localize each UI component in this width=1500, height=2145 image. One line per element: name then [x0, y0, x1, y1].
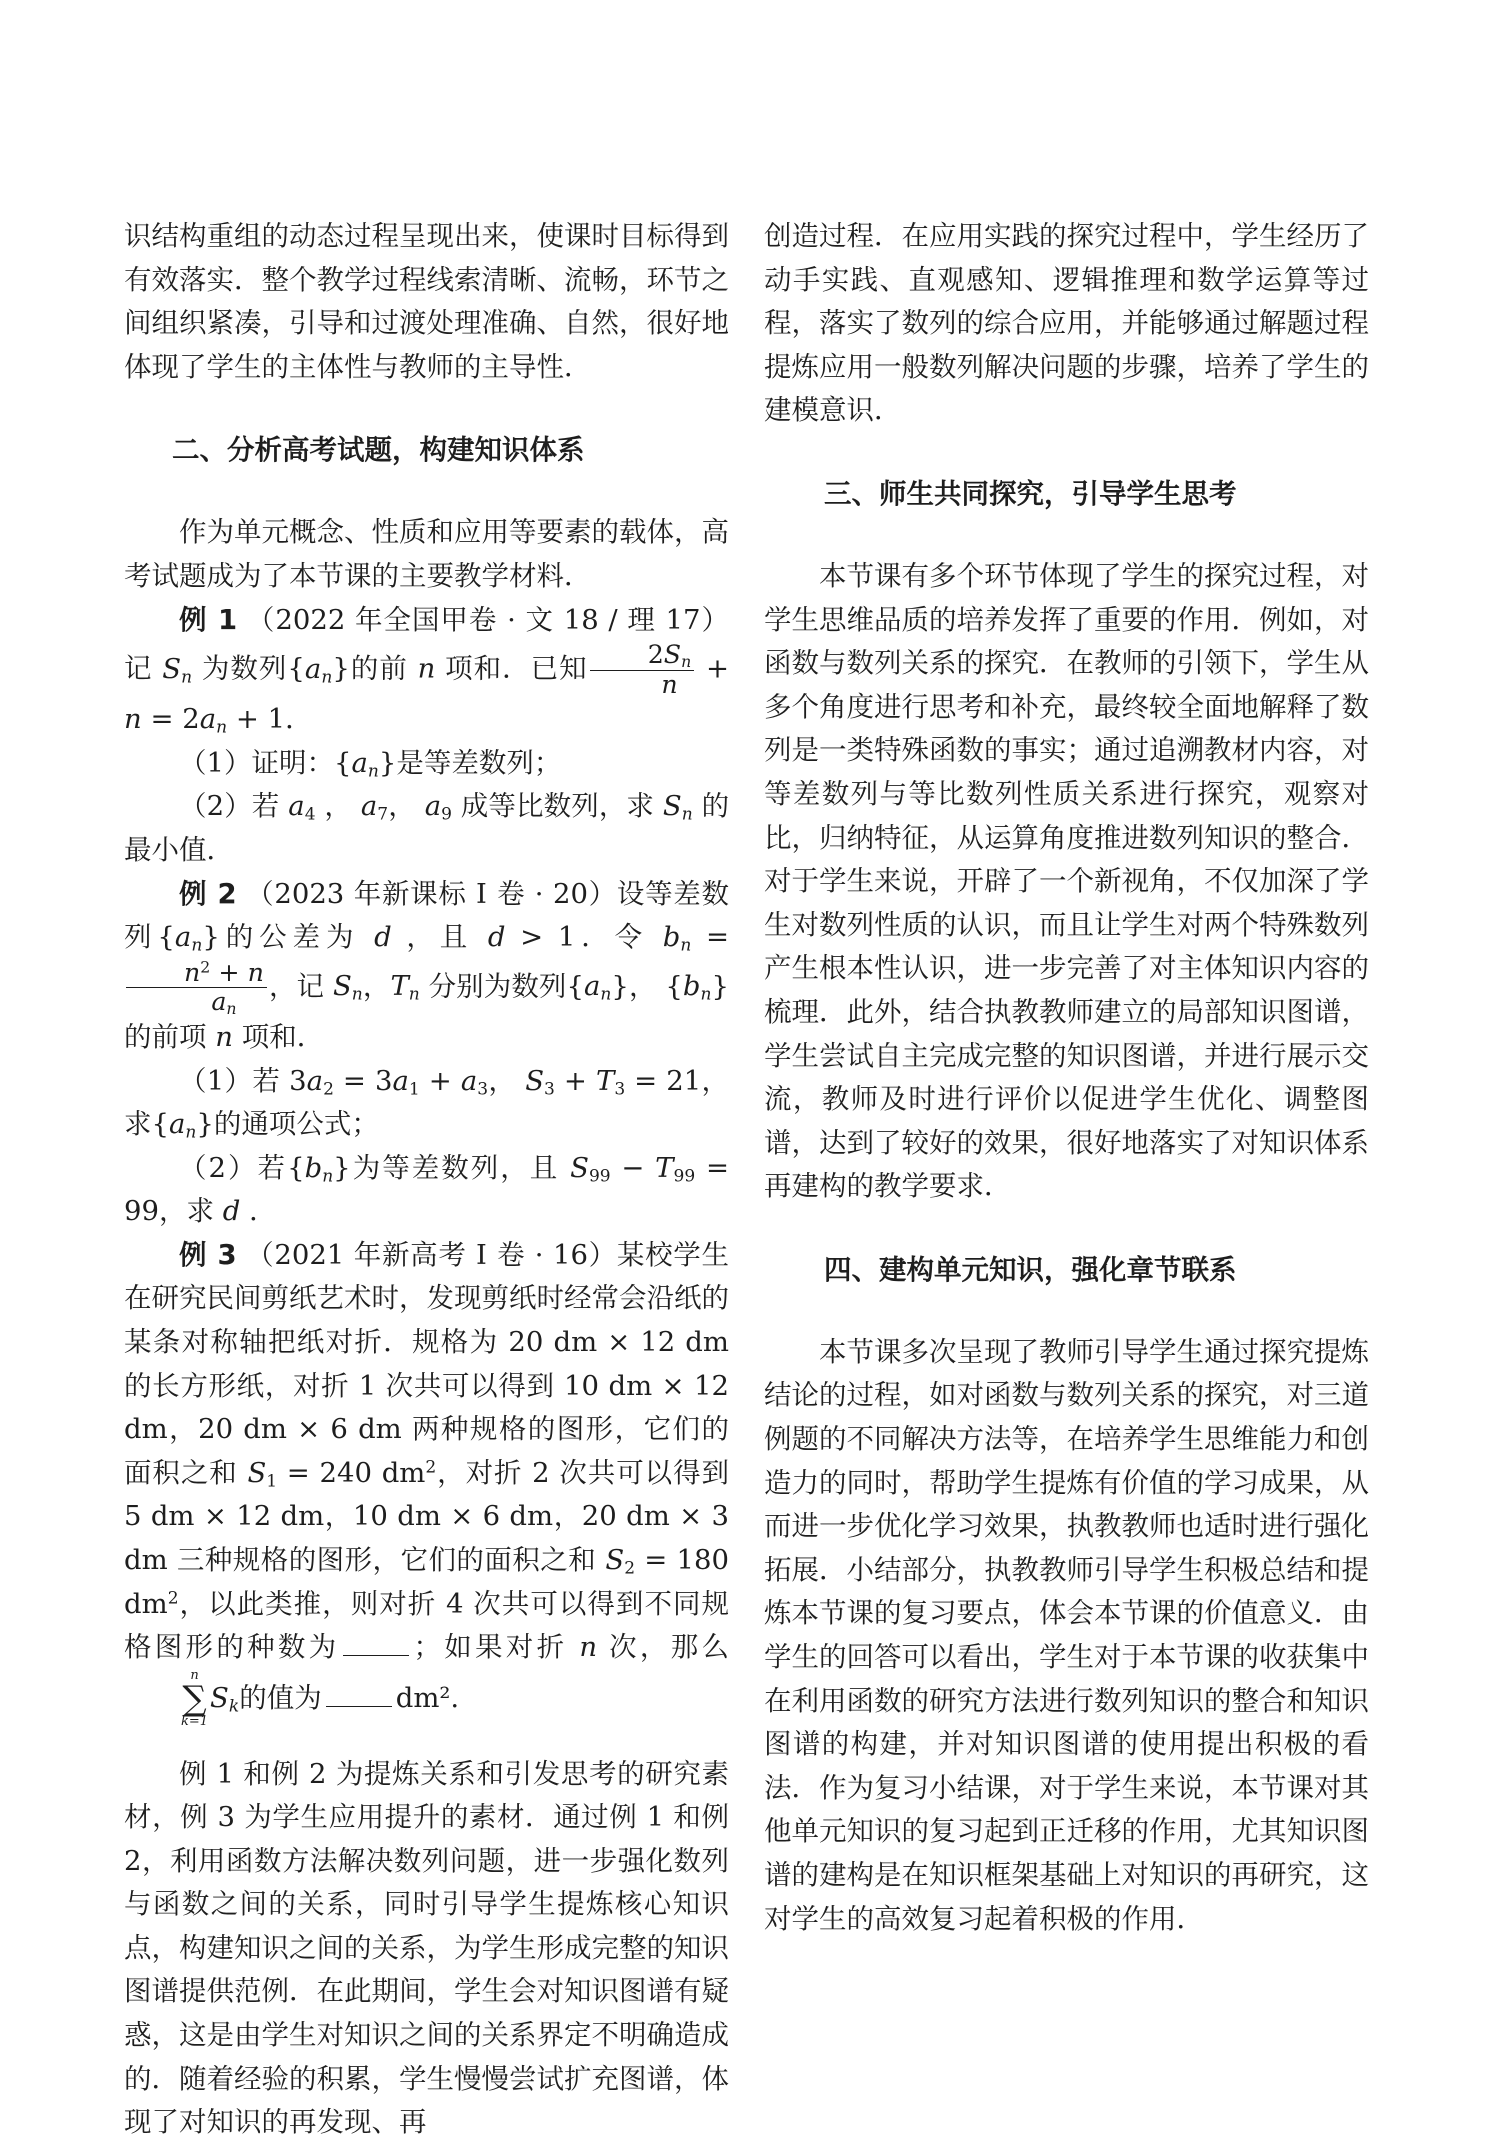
answer-blank-1[interactable]: [343, 1654, 409, 1656]
right-intro-paragraph: 创造过程．在应用实践的探究过程中，学生经历了动手实践、直观感知、逻辑推理和数学运算等过程，落实了数列的综合应用，并能够通过解题过程提炼应用一般数列解决问题的步骤，培养了学生的建模意识．: [764, 220, 1369, 427]
section3-paragraph: 本节课有多个环节体现了学生的探究过程，对学生思维品质的培养发挥了重要的作用．例如，对函数与数列关系的探究．在教师的引领下，学生从多个角度进行思考和补充，最终较全面地解释了数列是一类特殊函数的事实；通过追溯教材内容，对等差数列与等比数列性质关系进行探究，观察对比，归纳特征，从运算角度推进数列知识的整合．对于学生来说，开辟了一个新视角，不仅加深了学生对数列性质的认识，而且让学生对两个特殊数列产生根本性认识，进一步完善了对主体知识内容的梳理．此外，结合执教教师建立的局部知识图谱，学生尝试自主完成完整的知识图谱，并进行展示交流，教师及时进行评价以促进学生优化、调整图谱，达到了较好的效果，很好地落实了对知识体系再建构的教学要求．: [764, 559, 1369, 1203]
section-heading-2: 二、分析高考试题，构建知识体系: [172, 434, 585, 467]
section-heading-4: 四、建构单元知识，强化章节联系: [824, 1253, 1237, 1286]
example-3: 例 3 （2021 年新高考 Ⅰ 卷 · 16）某校学生在研究民间剪纸艺术时，发现剪纸时经常会沿纸的某条对称轴把纸对折．规格为 20 dm × 12 dm的长方形纸，对折 1 次共可以得到 10 dm × 12 dm，20 dm × 6 dm 两种规格的图形，它们的面积之和 $S_1 = 240$ $dm^2$，对折 2 次共可以得到 5 dm × 12 dm，10 dm × 6 dm，20 dm × 3 dm 三种规格的图形，它们的面积之和 $S_2 = 180$ $dm^2$，以此类推，则对折 4 次共可以得到不同规格图形的种数为 ；如果对折 n 次，那么 n ∑ k=1 $S_k$的值为 dm².: [124, 1238, 730, 1730]
example-2-source: （2023 年新课标 Ⅰ 卷 · 20）: [246, 877, 617, 910]
example-3-source: （2021 年新高考 Ⅰ 卷 · 16）: [246, 1238, 617, 1271]
analysis-paragraph: 例 1 和例 2 为提炼关系和引发思考的研究素材，例 3 为学生应用提升的素材．通过例 1 和例 2，利用函数方法解决数列问题，进一步强化数列与函数之间的关系，同时引导学生提炼核心知识点，构建知识之间的关系，为学生形成完整的知识图谱提供范例．在此期间，学生会对知识图谱有疑惑，这是由学生对知识之间的关系界定不明确造成的．随着经验的积累，学生慢慢尝试扩充图谱，体现了对知识的再发现、再: [124, 1757, 729, 2139]
example-2-label: 例 2: [179, 877, 237, 910]
left-column: [124, 215, 729, 2145]
example-1-source: （2022 年全国甲卷 · 文 18 / 理 17）: [246, 603, 730, 636]
example-2-question-2: （2）若$\{b_n\}$为等差数列，且 $S_{99} - T_{99} = 99$，求 d ．: [124, 1151, 729, 1228]
example-1-question-1: （1）证明：$\{a_n\}$是等差数列；: [179, 746, 562, 782]
section-heading-3: 三、师生共同探究，引导学生思考: [824, 477, 1237, 510]
section4-paragraph: 本节课多次呈现了教师引导学生通过探究提炼结论的过程，如对函数与数列关系的探究，对三道例题的不同解决方法等，在培养学生思维能力和创造力的同时，帮助学生提炼有价值的学习成果，从而进一步优化学习效果，执教教师也适时进行强化拓展．小结部分，执教教师引导学生积极总结和提炼本节课的复习要点，体会本节课的价值意义．由学生的回答可以看出，学生对于本节课的收获集中在利用函数的研究方法进行数列知识的整合和知识图谱的构建，并对知识图谱的使用提出积极的看法．作为复习小结课，对于学生来说，本节课对其他单元知识的复习起到正迁移的作用，尤其知识图谱的建构是在知识框架基础上对知识的再研究，这对学生的高效复习起着积极的作用．: [764, 1335, 1369, 1935]
fraction-2sn-over-n: $\frac{2S_n}{n}$: [590, 642, 695, 698]
section2-paragraph: 作为单元概念、性质和应用等要素的载体，高考试题成为了本节课的主要教学材料．: [124, 516, 729, 592]
left-intro-paragraph: 识结构重组的动态过程呈现出来，使课时目标得到有效落实．整个教学过程线索清晰、流畅，环节之间组织紧凑，引导和过渡处理准确、自然，很好地体现了学生的主体性与教师的主导性．: [124, 220, 729, 383]
example-2: 例 2 （2023 年新课标 Ⅰ 卷 · 20）设等差数列$\{a_n\}$的公差为 d ，且 d > 1．令 $b_n$ = $\frac{n^2 + n}{a_n}$ ，记 $S_n$，$T_n$ 分别为数列$\{a_n\}$， $\{b_n\}$的前项 n 项和．: [124, 877, 730, 1053]
right-column: [764, 215, 1369, 1941]
fraction-n2-plus-n-over-an: $\frac{n^2 + n}{a_n}$: [126, 960, 267, 1016]
example-1: 例 1 （2022 年全国甲卷 · 文 18 / 理 17）记 $S_n$ 为数列$\{a_n\}$的前 n 项和．已知 $\frac{2S_n}{n}$ + $n = 2a_n + 1$．: [124, 603, 730, 738]
example-2-question-1: （1）若 $3a_2 = 3a_1 + a_3$， $S_3 + T_3 = 21$，求$\{a_n\}$的通项公式；: [124, 1064, 730, 1143]
summation-symbol: n ∑ k=1: [181, 1667, 209, 1730]
example-3-label: 例 3: [179, 1238, 237, 1271]
answer-blank-2[interactable]: [326, 1705, 392, 1707]
example-1-label: 例 1: [179, 603, 238, 636]
example-1-question-2: （2）若 $a_4$ ， $a_7$， $a_9$ 成等比数列，求 $S_n$ 的最小值．: [124, 790, 730, 867]
